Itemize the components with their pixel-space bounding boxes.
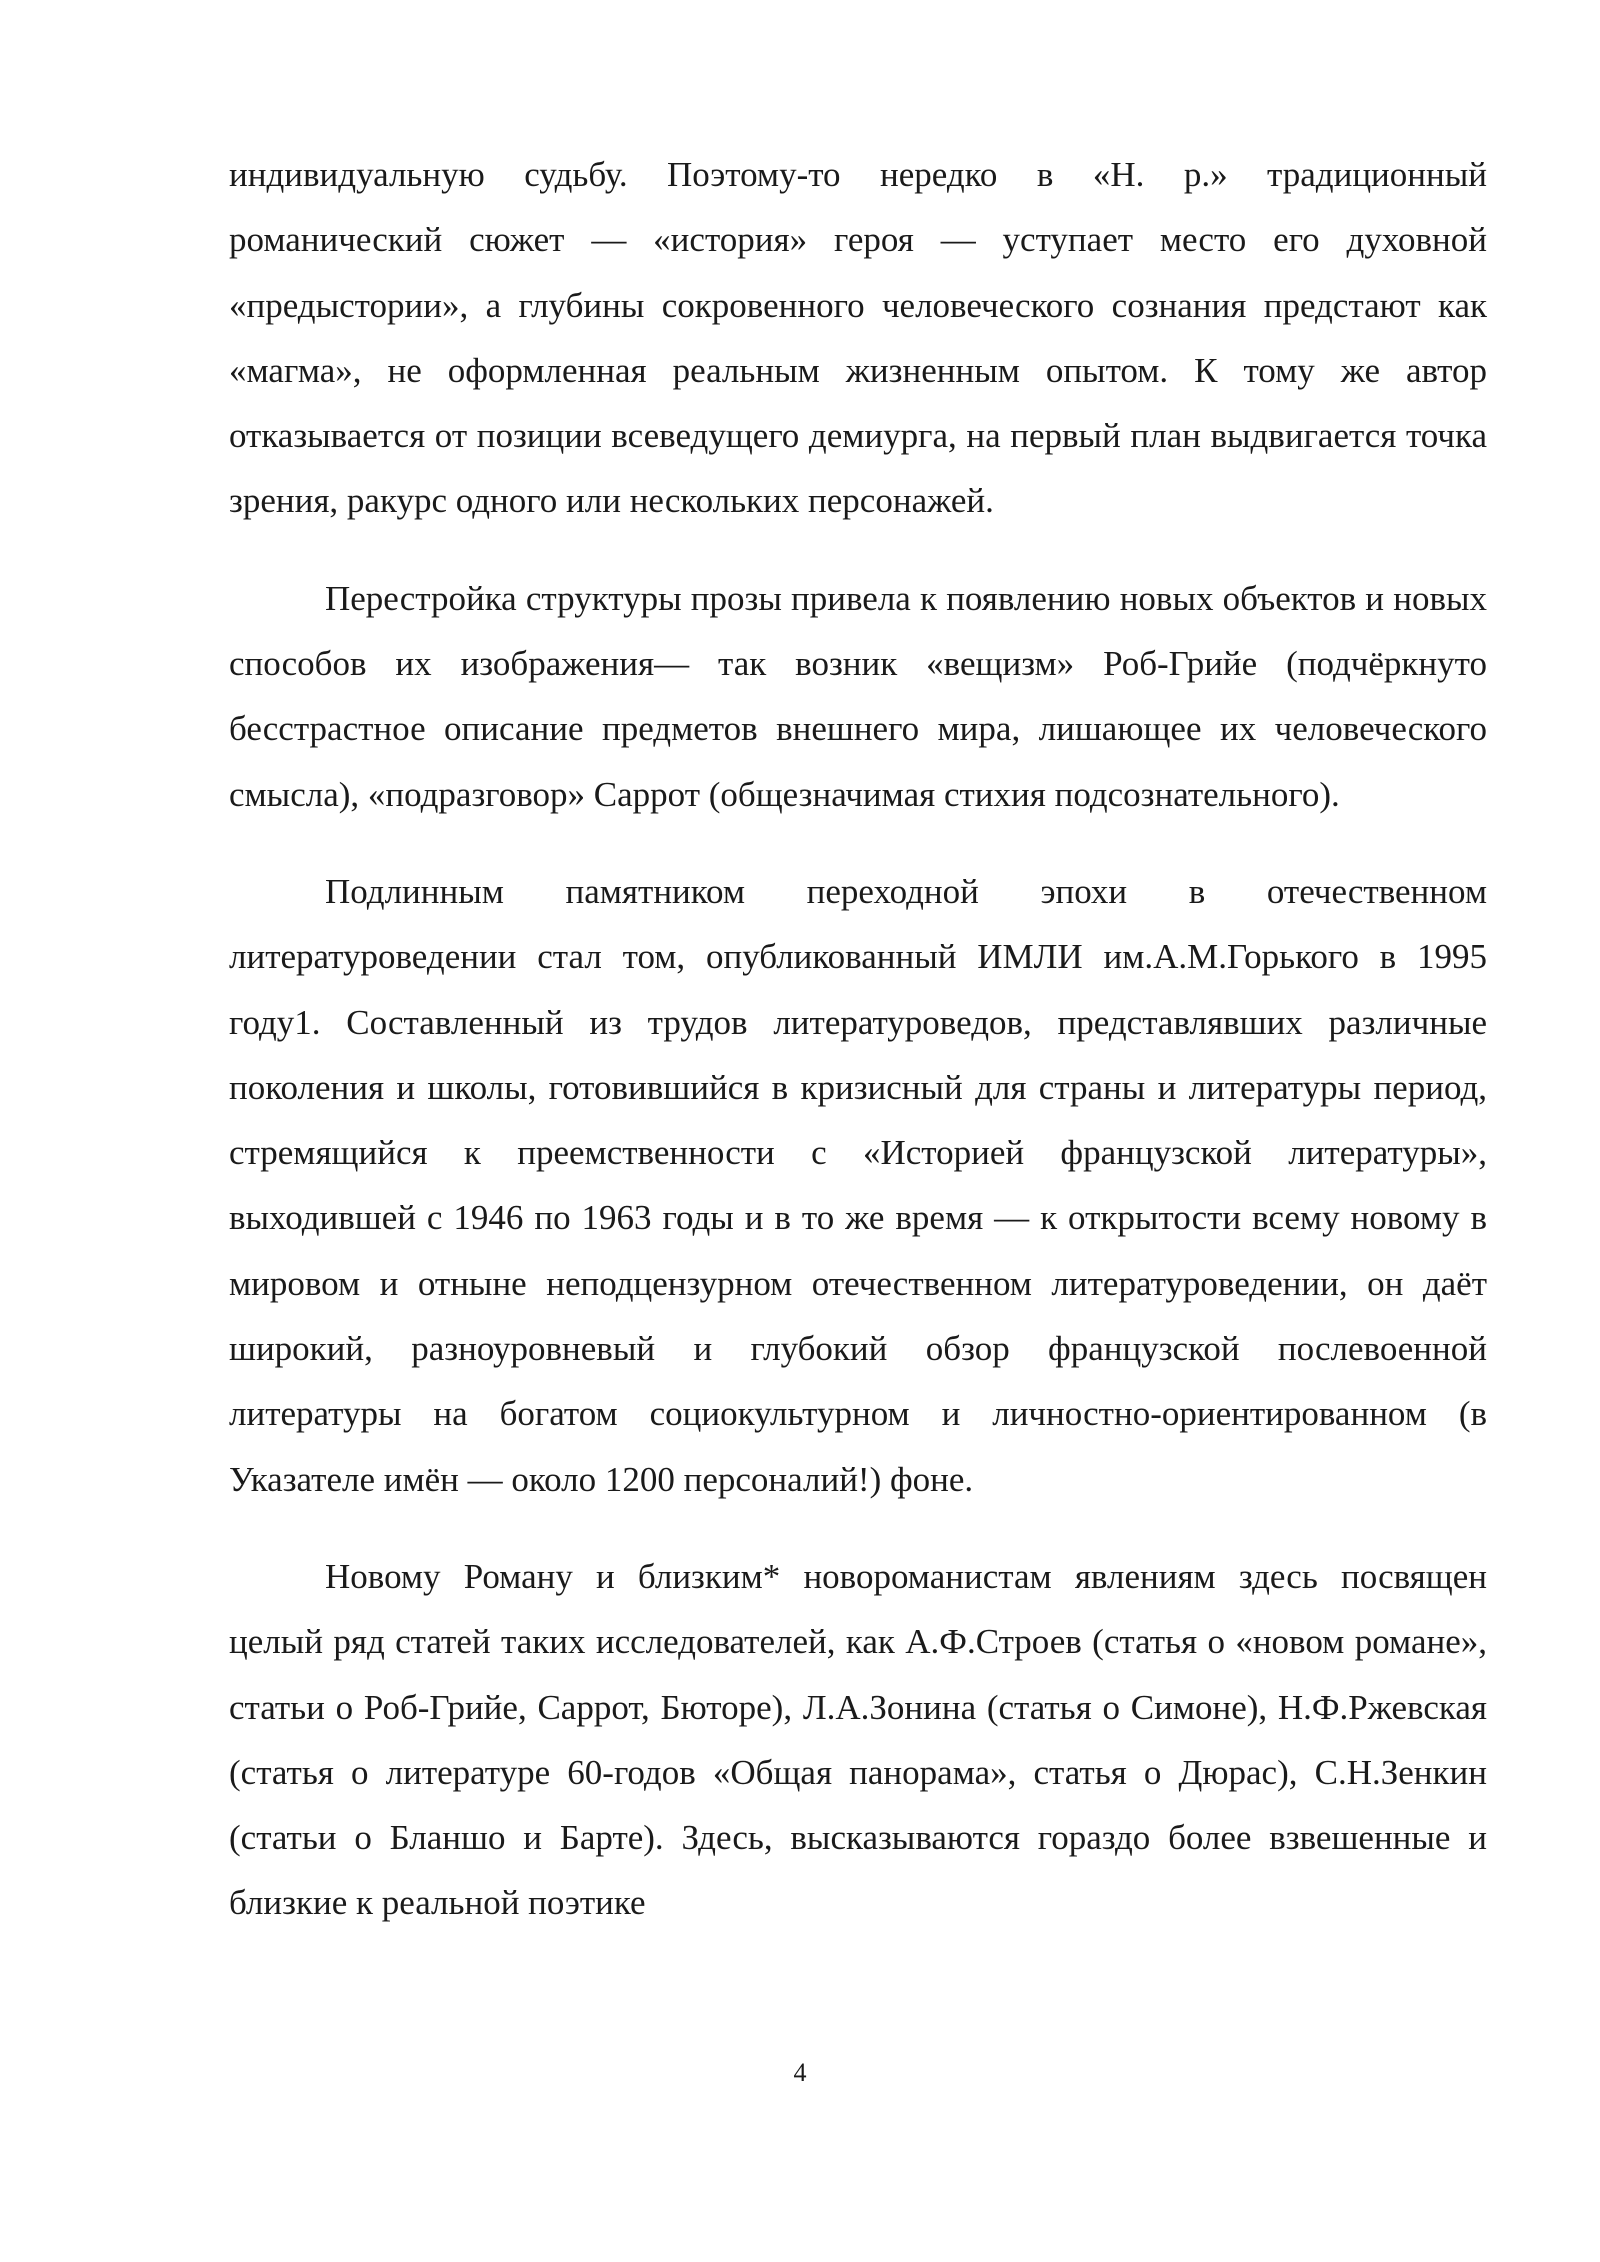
page-number: 4 [793,2058,807,2087]
paragraph-1: индивидуальную судьбу. Поэтому-то нередко в «Н. р.» традиционный романический сюжет — «история» героя — уступает место его духовной «предыстории», а глубины сокровенного человеческого сознания предстают как «магма», не оформленная реальным жизненным опытом. К тому же автор отказывается от позиции всеведущего демиурга, на первый план выдвигается точка зрения, ракурс одного или нескольких персонажей. [229,155,1487,521]
body-text [229,142,1487,1968]
paragraph-2: Перестройка структуры прозы привела к появлению новых объектов и новых способов их изображения— так возник «вещизм» Роб-Грийе (подчёркнуто бесстрастное описание предметов внешнего мира, лишающее их человеческого смысла), «подразговор» Саррот (общезначимая стихия подсознательного). [229,578,1487,814]
paragraph-3: Подлинным памятником переходной эпохи в отечественном литературоведении стал том, опубликованный ИМЛИ им.А.М.Горького в 1995 году1. Составленный из трудов литературоведов, представлявших различные поколения и школы, готовившийся в кризисный для страны и литературы период, стремящийся к преемственности с «Историей французской литературы», выходившей с 1946 по 1963 годы и в то же время — к открытости всему новому в мировом и отныне неподцензурном отечественном литературоведении, он даёт широкий, разноуровневый и глубокий обзор французской послевоенной литературы на богатом социокультурном и личностно-ориентированном (в Указателе имён — около 1200 персоналий!) фоне. [229,871,1487,1499]
paragraph-4: Новому Роману и близким* новороманистам явлениям здесь посвящен целый ряд статей таких исследователей, как А.Ф.Строев (статья о «новом романе», статьи о Роб-Грийе, Саррот, Бюторе), Л.А.Зонина (статья о Симоне), Н.Ф.Ржевская (статья о литературе 60-годов «Общая панорама», статья о Дюрас), С.Н.Зенкин (статьи о Бланшо и Барте). Здесь, высказываются гораздо более взвешенные и близкие к реальной поэтике [229,1556,1487,1923]
